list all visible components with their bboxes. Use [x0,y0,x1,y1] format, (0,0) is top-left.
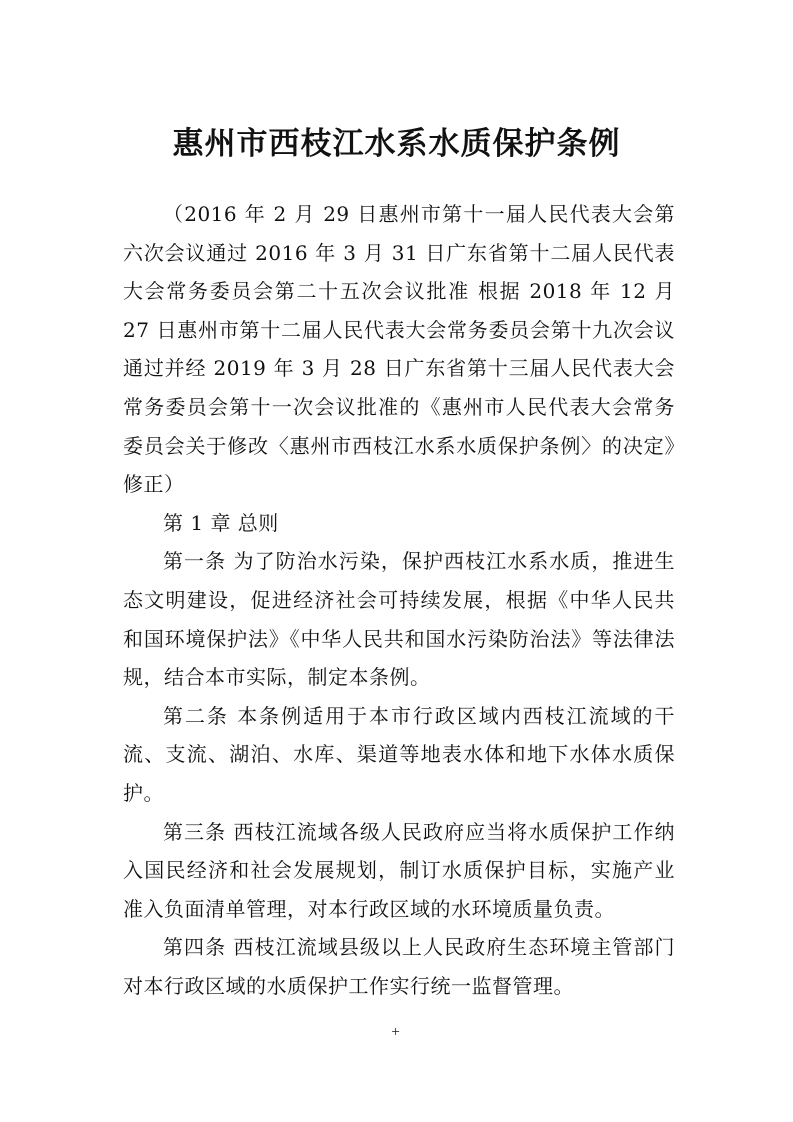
chapter-heading: 第 1 章 总则 [163,510,279,535]
article-2: 第二条 本条例适用于本市行政区域内西枝江流域的干流、支流、湖泊、水库、渠道等地表水体和地下水体水质保护。 [123,703,675,805]
document-body [123,195,675,1005]
document-title: 惠州市西枝江水系水质保护条例 [172,126,621,162]
article-1: 第一条 为了防治水污染，保护西枝江水系水质，推进生态文明建设，促进经济社会可持续发展，根据《中华人民共和国环境保护法》《中华人民共和国水污染防治法》等法律法规，结合本市实际，制定本条例。 [123,549,675,690]
article-4: 第四条 西枝江流域县级以上人民政府生态环境主管部门对本行政区域的水质保护工作实行统一监督管理。 [123,935,675,998]
preamble-paragraph: （2016 年 2 月 29 日惠州市第十一届人民代表大会第六次会议通过 2016 年 3 月 31 日广东省第十二届人民代表大会常务委员会第二十五次会议批准 根据 2018 年 12 月 27 日惠州市第十二届人民代表大会常务委员会第十九次会议通过并经 2019 年 3 月 28 日广东省第十三届人民代表大会常务委员会第十一次会议批准的《惠州市人民代表大会常务委员会关于修改〈惠州市西枝江水系水质保护条例〉的决定》修正） [123,202,675,497]
page-footer-mark: + [391,1025,401,1038]
article-3: 第三条 西枝江流域各级人民政府应当将水质保护工作纳入国民经济和社会发展规划，制订水质保护目标，实施产业准入负面清单管理，对本行政区域的水环境质量负责。 [123,819,675,921]
